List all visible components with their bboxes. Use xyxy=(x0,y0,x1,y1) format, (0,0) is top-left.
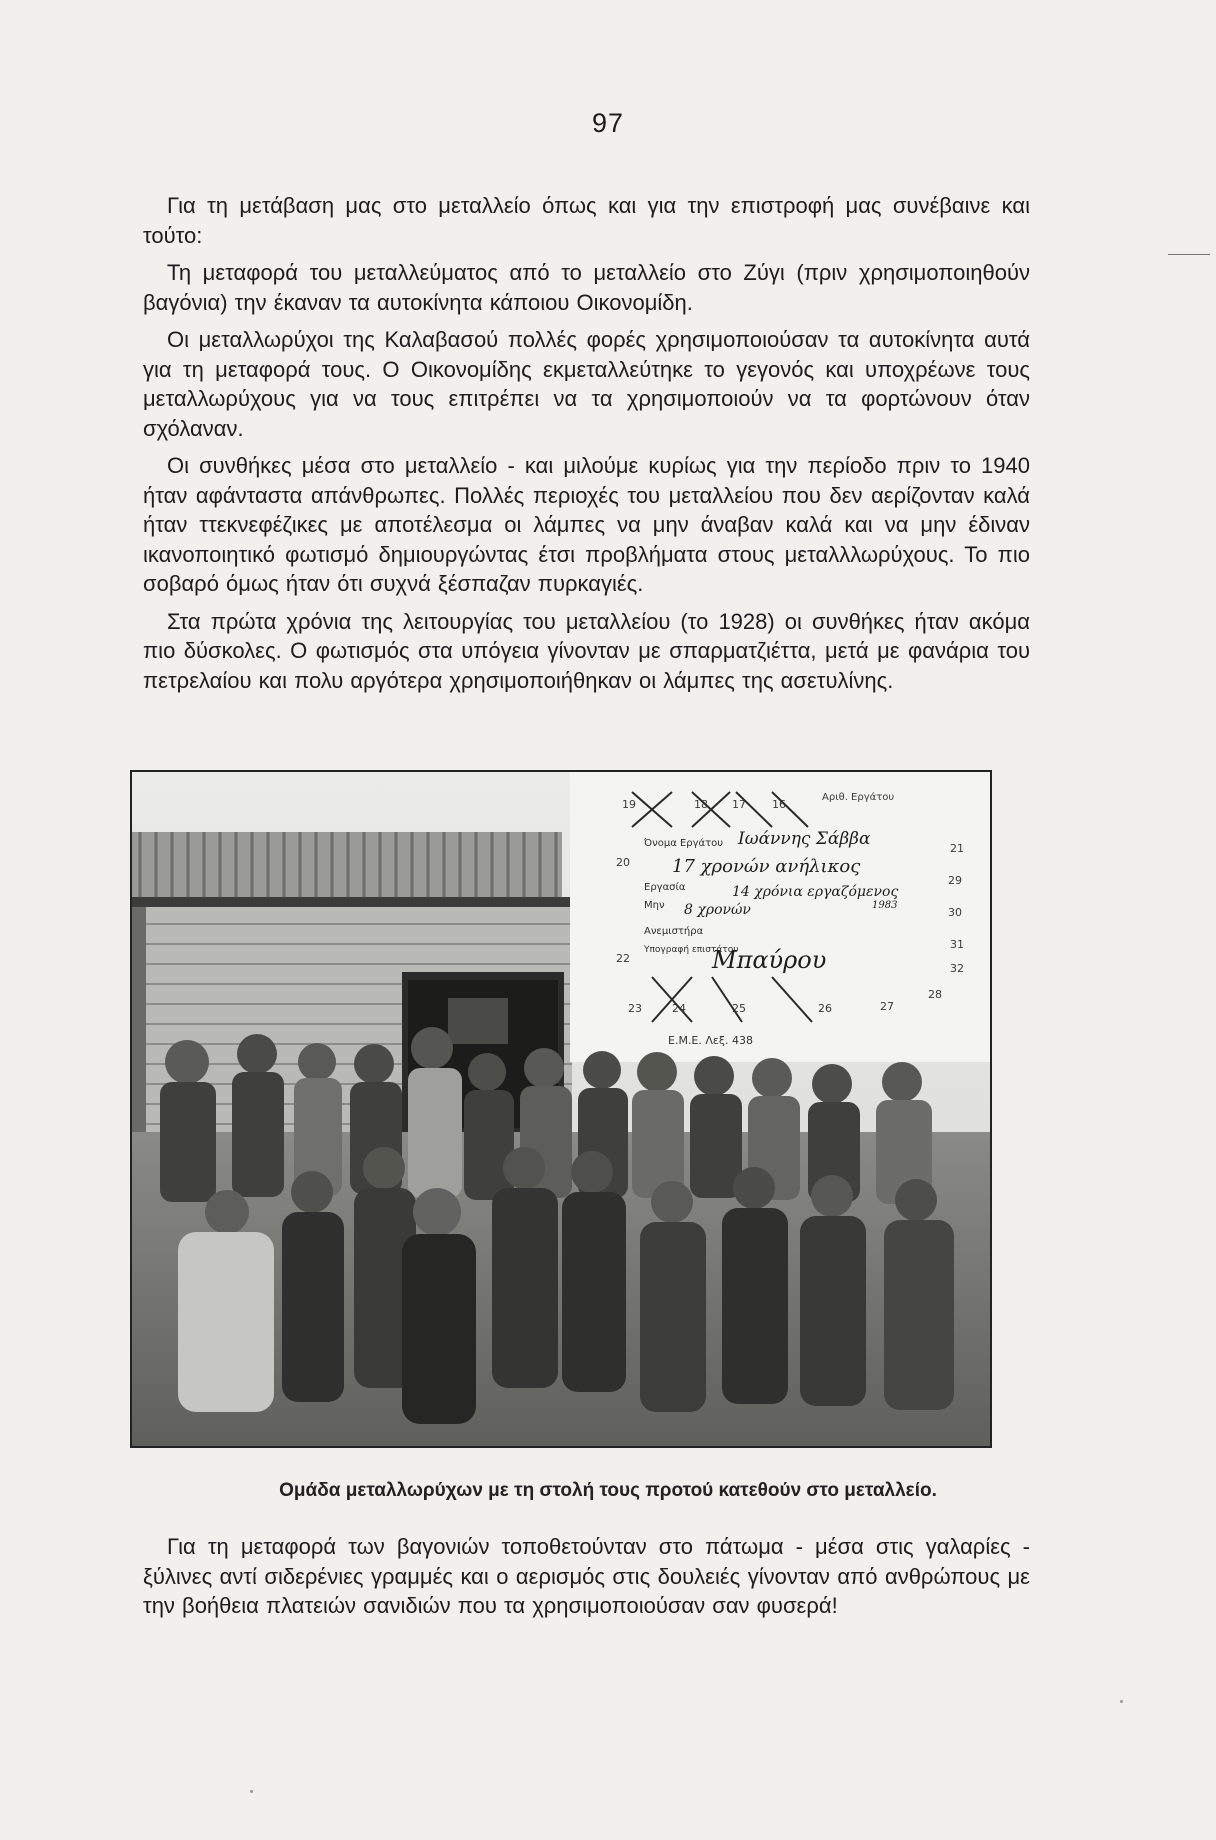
card-number: 31 xyxy=(950,938,964,951)
paragraph: Για τη μετάβαση μας στο μεταλλείο όπως και για την επιστροφή μας συνέβαινε και τούτο: xyxy=(143,193,1030,248)
card-row-label: Ανεμιστήρα xyxy=(644,926,704,937)
card-number: 32 xyxy=(950,962,964,975)
card-number: 19 xyxy=(622,798,636,811)
paragraph: Οι συνθήκες μέσα στο μεταλλείο - και μιλούμε κυρίως για την περίοδο πριν το 1940 ήταν αφάνταστα απάνθρωπες. Πολλές περιοχές του μεταλλείου που δεν αερίζονταν καλά ήταν ττεκνεφέζικες με αποτέλεσμα οι λάμπες να μην άναβαν καλά και να μην έδιναν ικανοποιητικό φωτισμό δημιουργώντας έτσι προβλήματα στους μεταλλλωρύχους. Το πιο σοβαρό όμως ήταν ότι συχνά ξέσπαζαν πυρκαγιές. xyxy=(143,453,1030,596)
card-handwriting: 17 χρονών ανήλικος xyxy=(672,856,861,877)
card-handwriting: 8 χρονών xyxy=(684,902,751,918)
body-text-top xyxy=(143,191,1030,703)
card-number: 27 xyxy=(880,1000,894,1013)
paragraph: Στα πρώτα χρόνια της λειτουργίας του μεταλλείου (το 1928) οι συνθήκες ήταν ακόμα πιο δύσκολες. Ο φωτισμός στα υπόγεια γίνονταν με σπαρματζιέττα, μετά με φανάρια του πετρελαίου και πολυ αργότερα χρησιμοποιήθηκαν οι λάμπες της ασετυλίνης. xyxy=(143,608,1030,693)
card-number: 30 xyxy=(948,906,962,919)
card-row-label: Όνομα Εργάτου xyxy=(644,838,724,849)
margin-rule xyxy=(1168,254,1210,255)
card-number: 17 xyxy=(732,798,746,811)
paragraph: Τη μεταφορά του μεταλλεύματος από το μεταλλείο στο Ζύγι (πριν χρησιμοποιηθούν βαγόνια) την έκαναν τα αυτοκίνητα κάποιου Οικονομίδη. xyxy=(143,260,1030,315)
card-header: Αριθ. Εργάτου xyxy=(822,792,895,803)
card-row-label: Μην xyxy=(644,900,665,911)
card-number: 26 xyxy=(818,1002,832,1015)
work-card-sheet xyxy=(570,772,990,1062)
card-number: 20 xyxy=(616,856,630,869)
card-number: 25 xyxy=(732,1002,746,1015)
card-number: 23 xyxy=(628,1002,642,1015)
card-number: 22 xyxy=(616,952,630,965)
paragraph: Οι μεταλλωρύχοι της Καλαβασού πολλές φορές χρησιμοποιούσαν τα αυτοκίνητα αυτά για τη μεταφορά τους. Ο Οικονομίδης εκμεταλλεύτηκε το γεγονός και υποχρέωνε τους μεταλλωρύχους για να τους επιτρέπει να τα χρησιμοποιούν να τα φορτώνουν όταν σχόλαναν. xyxy=(143,327,1030,441)
paragraph: Για τη μεταφορά των βαγονιών τοποθετούνταν στο πάτωμα - μέσα στις γαλαρίες - ξύλινες αντί σιδερένιες γραμμές και ο αερισμός στις δουλειές γίνονταν από ανθρώπους με την βοήθεια πλατειών σανιδιών που τα χρησιμοποιούσαν σαν φυσερά! xyxy=(143,1534,1030,1618)
card-number: 24 xyxy=(672,1002,686,1015)
card-number: 29 xyxy=(948,874,962,887)
card-row-label: Εργασία xyxy=(644,882,686,893)
card-footer: Ε.Μ.Ε. Λεξ. 438 xyxy=(668,1034,753,1047)
card-row-label: Υπογραφή επιστάτου xyxy=(644,945,739,955)
card-handwriting: Ιωάννης Σάββα xyxy=(738,829,871,849)
card-handwriting: 14 χρόνια εργαζόμενος xyxy=(732,884,899,900)
page-number: 97 xyxy=(591,108,625,138)
card-handwriting: Μπαύρου xyxy=(712,946,827,974)
card-handwriting: 1983 xyxy=(872,900,898,911)
card-number: 18 xyxy=(694,798,708,811)
miners-group-photo xyxy=(130,770,992,1448)
photo-caption: Ομάδα μεταλλωρύχων με τη στολή τους προτού κατεθούν στο μεταλλείο. xyxy=(279,1480,937,1501)
corrugated-roof xyxy=(132,832,572,907)
card-number: 28 xyxy=(928,988,942,1001)
scan-speck xyxy=(250,1790,253,1793)
scan-speck xyxy=(1120,1700,1123,1703)
card-number: 21 xyxy=(950,842,964,855)
card-number: 16 xyxy=(772,798,786,811)
body-text-bottom xyxy=(143,1532,1030,1629)
